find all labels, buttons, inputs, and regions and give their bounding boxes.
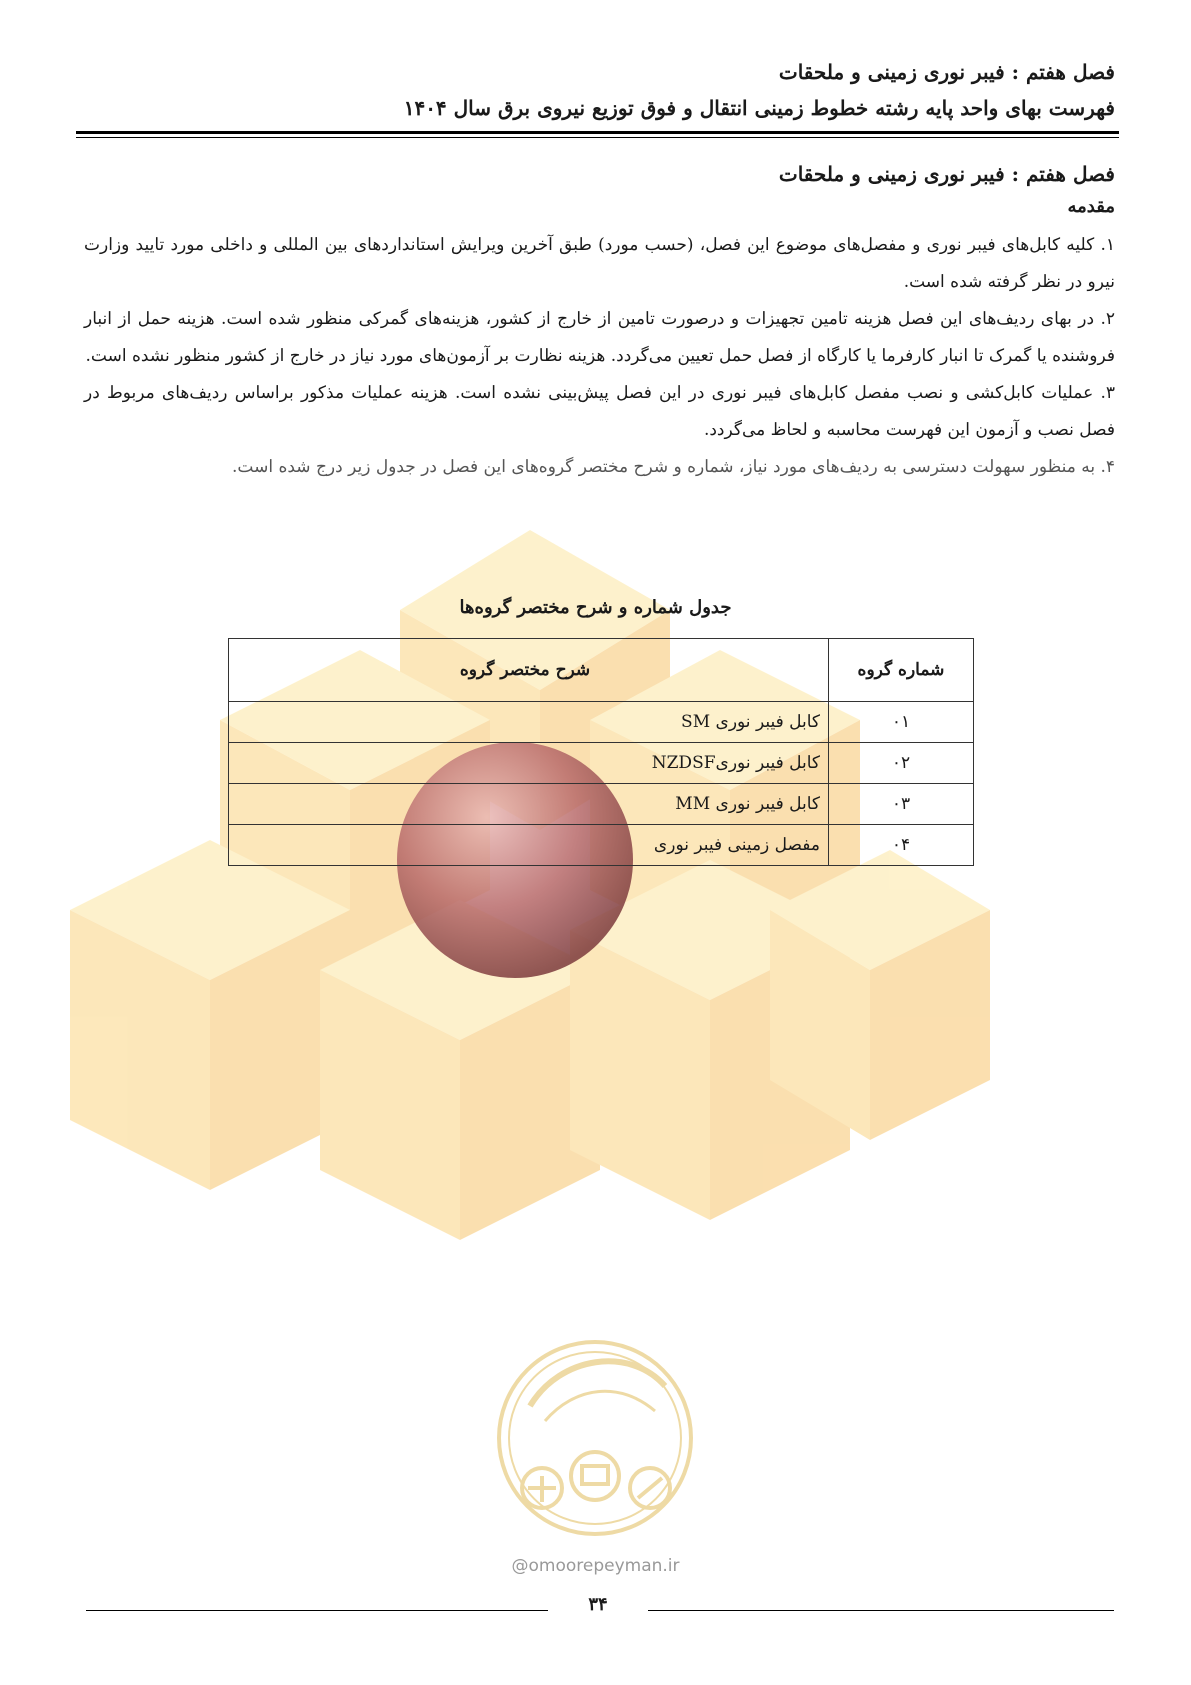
table-row [229,702,974,743]
section-title: فصل هفتم : فیبر نوری زمینی و ملحقات [778,162,1115,186]
group-description-cell: کابل فیبر نوری SM [229,702,829,743]
group-description-cell: کابل فیبر نوریNZDSF [229,743,829,784]
paragraph-1: ۱. کلیه کابل‌های فیبر نوری و مفصل‌های موضوع این فصل، (حسب مورد) طبق آخرین ویرایش استانداردهای بین المللی و داخلی مورد تایید وزارت نیرو در نظر گرفته شده است. [84,235,1115,292]
table-row [229,825,974,866]
introduction-heading: مقدمه [1067,196,1115,217]
group-number-cell: ۰۳ [829,784,974,825]
table-row [229,784,974,825]
page-number: ۳۴ [588,1594,608,1615]
paragraph-4: ۴. به منظور سهولت دسترسی به ردیف‌های مورد نیاز، شماره و شرح مختصر گروه‌های این فصل در جدول زیر درج شده است. [232,457,1115,477]
header-rule-thick [76,131,1119,134]
table-caption: جدول شماره و شرح مختصر گروه‌ها [459,597,732,618]
chapter-content [84,162,1115,486]
group-number-cell: ۰۴ [829,825,974,866]
paragraph-3: ۳. عملیات کابل‌کشی و نصب مفصل کابل‌های فیبر نوری در این فصل پیش‌بینی نشده است. هزینه عملیات مذکور براساس ردیف‌های مربوط در فصل نصب و آزمون این فهرست محاسبه و لحاظ می‌گردد. [84,383,1115,440]
group-number-cell: ۰۱ [829,702,974,743]
footer-rule-right [648,1610,1114,1611]
table-row [229,743,974,784]
group-description-cell: مفصل زمینی فیبر نوری [229,825,829,866]
header-group-description: شرح مختصر گروه [229,639,829,702]
running-header-chapter: فصل هفتم : فیبر نوری زمینی و ملحقات [778,60,1115,84]
groups-table [228,638,974,866]
header-group-number: شماره گروه [829,639,974,702]
group-description-cell: کابل فیبر نوری MM [229,784,829,825]
paragraph-2: ۲. در بهای ردیف‌های این فصل هزینه تامین تجهیزات و درصورت تامین از خارج از کشور، هزینه‌های گمرکی منظور شده است. هزینه حمل از انبار فروشنده یا گمرک تا انبار کارفرما یا کارگاه از فصل حمل تعیین می‌گردد. هزینه نظارت بر آزمون‌های مورد نیاز در خارج از کشور منظور نشده است. [84,309,1115,366]
omoore-peyman-seal-logo [490,1326,700,1556]
table-header-row [229,639,974,702]
running-header-document-title: فهرست بهای واحد پایه رشته خطوط زمینی انتقال و فوق توزیع نیروی برق سال ۱۴۰۴ [403,96,1115,120]
footer-rule-left [86,1610,548,1611]
group-number-cell: ۰۲ [829,743,974,784]
header-rule-thin [76,137,1119,138]
site-url: @omoorepeyman.ir [511,1556,680,1576]
